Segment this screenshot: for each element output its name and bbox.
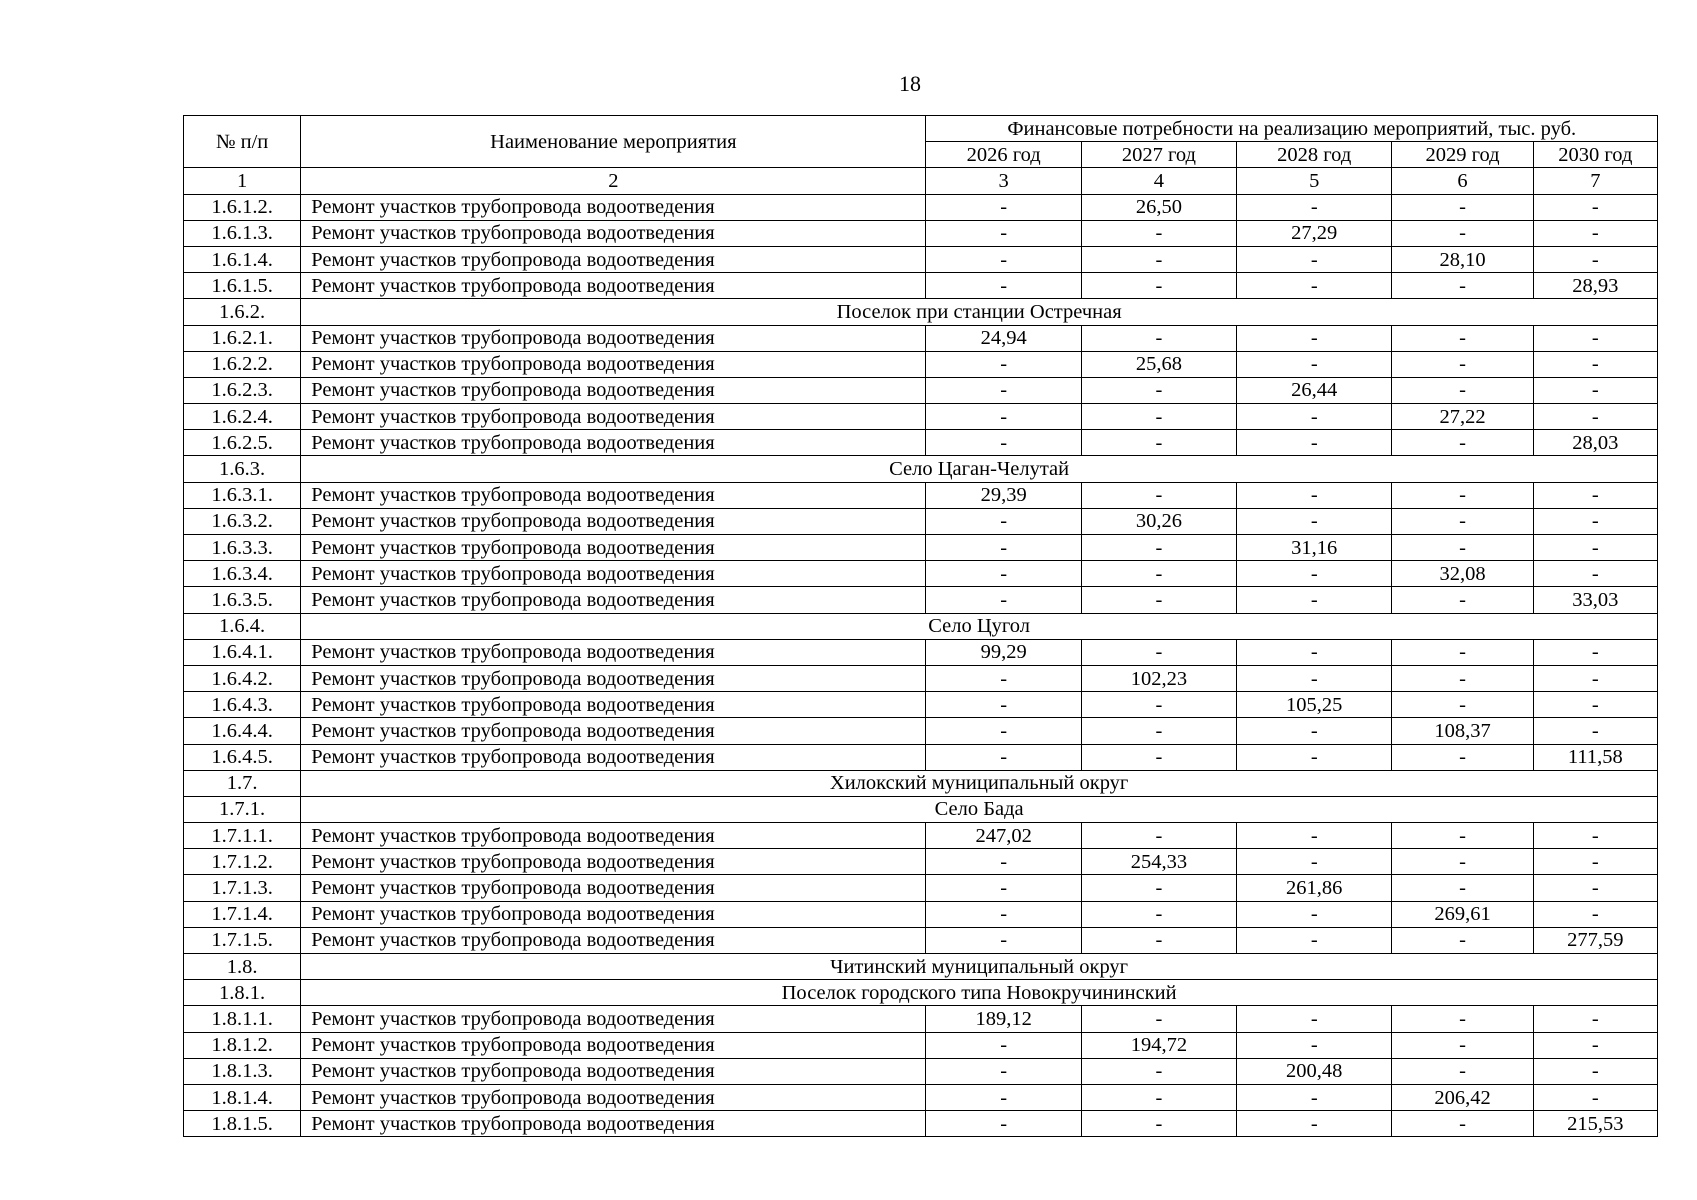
measure-name: Ремонт участков трубопровода водоотведения [301, 194, 926, 220]
value-cell: - [926, 875, 1081, 901]
table-row [184, 639, 1658, 665]
value-cell: 26,50 [1081, 194, 1236, 220]
value-cell: - [1392, 823, 1533, 849]
column-number-row [184, 168, 1658, 194]
value-cell: - [1081, 561, 1236, 587]
row-number: 1.8.1.4. [184, 1084, 301, 1110]
value-cell: 102,23 [1081, 665, 1236, 691]
value-cell: - [1237, 927, 1392, 953]
row-number: 1.7.1. [184, 796, 301, 822]
measure-name: Ремонт участков трубопровода водоотведения [301, 718, 926, 744]
header-num: № п/п [184, 116, 301, 168]
table-row [184, 692, 1658, 718]
value-cell: - [1392, 587, 1533, 613]
row-number: 1.6.2.2. [184, 351, 301, 377]
table-body [184, 194, 1658, 1137]
table-row [184, 718, 1658, 744]
measure-name: Ремонт участков трубопровода водоотведения [301, 927, 926, 953]
header-year: 2026 год [926, 142, 1081, 168]
value-cell: 200,48 [1237, 1058, 1392, 1084]
header-finance: Финансовые потребности на реализацию мероприятий, тыс. руб. [926, 116, 1658, 142]
value-cell: - [1392, 351, 1533, 377]
table-row [184, 246, 1658, 272]
section-row [184, 954, 1658, 980]
value-cell: - [926, 1058, 1081, 1084]
value-cell: - [1392, 639, 1533, 665]
value-cell: - [1237, 823, 1392, 849]
row-number: 1.6.4. [184, 613, 301, 639]
value-cell: - [1392, 273, 1533, 299]
value-cell: - [926, 1111, 1081, 1137]
value-cell: - [1533, 665, 1657, 691]
table-row [184, 561, 1658, 587]
value-cell: - [926, 692, 1081, 718]
value-cell: - [1081, 875, 1236, 901]
section-row [184, 456, 1658, 482]
value-cell: - [1237, 665, 1392, 691]
value-cell: - [1533, 377, 1657, 403]
value-cell: - [1392, 1058, 1533, 1084]
value-cell: - [1392, 849, 1533, 875]
value-cell: - [1533, 849, 1657, 875]
value-cell: - [1533, 901, 1657, 927]
value-cell: - [926, 849, 1081, 875]
column-number: 6 [1392, 168, 1533, 194]
value-cell: - [1237, 325, 1392, 351]
value-cell: - [1392, 692, 1533, 718]
row-number: 1.6.3.5. [184, 587, 301, 613]
column-number: 2 [301, 168, 926, 194]
value-cell: - [926, 587, 1081, 613]
measure-name: Ремонт участков трубопровода водоотведения [301, 849, 926, 875]
value-cell: - [1237, 273, 1392, 299]
value-cell: - [926, 1032, 1081, 1058]
value-cell: - [1081, 220, 1236, 246]
value-cell: 27,22 [1392, 404, 1533, 430]
value-cell: - [1081, 901, 1236, 927]
row-number: 1.6.4.2. [184, 665, 301, 691]
value-cell: - [1237, 1111, 1392, 1137]
value-cell: - [926, 561, 1081, 587]
row-number: 1.8. [184, 954, 301, 980]
measure-name: Ремонт участков трубопровода водоотведения [301, 1058, 926, 1084]
value-cell: - [1392, 325, 1533, 351]
header-year: 2030 год [1533, 142, 1657, 168]
value-cell: 111,58 [1533, 744, 1657, 770]
value-cell: - [1081, 246, 1236, 272]
table-row [184, 351, 1658, 377]
measure-name: Ремонт участков трубопровода водоотведения [301, 1111, 926, 1137]
value-cell: - [1533, 1084, 1657, 1110]
value-cell: - [1392, 665, 1533, 691]
row-number: 1.7.1.4. [184, 901, 301, 927]
row-number: 1.8.1.2. [184, 1032, 301, 1058]
value-cell: 27,29 [1237, 220, 1392, 246]
column-number: 4 [1081, 168, 1236, 194]
table-row [184, 325, 1658, 351]
value-cell: - [1392, 194, 1533, 220]
value-cell: - [1533, 325, 1657, 351]
value-cell: 30,26 [1081, 508, 1236, 534]
value-cell: - [926, 744, 1081, 770]
section-row [184, 796, 1658, 822]
value-cell: - [1081, 273, 1236, 299]
row-number: 1.6.1.3. [184, 220, 301, 246]
header-name: Наименование мероприятия [301, 116, 926, 168]
value-cell: - [1533, 639, 1657, 665]
measure-name: Ремонт участков трубопровода водоотведения [301, 377, 926, 403]
measure-name: Ремонт участков трубопровода водоотведения [301, 639, 926, 665]
value-cell: - [1392, 1032, 1533, 1058]
value-cell: - [1533, 823, 1657, 849]
row-number: 1.8.1.3. [184, 1058, 301, 1084]
section-title: Село Цаган-Челутай [301, 456, 1658, 482]
section-row [184, 980, 1658, 1006]
table-row [184, 927, 1658, 953]
measure-name: Ремонт участков трубопровода водоотведения [301, 665, 926, 691]
value-cell: - [1237, 1006, 1392, 1032]
value-cell: - [1533, 535, 1657, 561]
measure-name: Ремонт участков трубопровода водоотведения [301, 404, 926, 430]
value-cell: 105,25 [1237, 692, 1392, 718]
value-cell: 261,86 [1237, 875, 1392, 901]
value-cell: - [1237, 849, 1392, 875]
section-row [184, 613, 1658, 639]
measure-name: Ремонт участков трубопровода водоотведения [301, 220, 926, 246]
value-cell: 254,33 [1081, 849, 1236, 875]
value-cell: - [1237, 1084, 1392, 1110]
header-year: 2028 год [1237, 142, 1392, 168]
measure-name: Ремонт участков трубопровода водоотведения [301, 875, 926, 901]
value-cell: - [926, 927, 1081, 953]
value-cell: - [1392, 1111, 1533, 1137]
measure-name: Ремонт участков трубопровода водоотведения [301, 508, 926, 534]
value-cell: 215,53 [1533, 1111, 1657, 1137]
table-row [184, 273, 1658, 299]
measure-name: Ремонт участков трубопровода водоотведения [301, 273, 926, 299]
value-cell: - [926, 508, 1081, 534]
row-number: 1.6.4.1. [184, 639, 301, 665]
measure-name: Ремонт участков трубопровода водоотведения [301, 587, 926, 613]
value-cell: 99,29 [926, 639, 1081, 665]
section-row [184, 299, 1658, 325]
measure-name: Ремонт участков трубопровода водоотведения [301, 901, 926, 927]
row-number: 1.6.1.5. [184, 273, 301, 299]
value-cell: - [1533, 1058, 1657, 1084]
value-cell: - [1081, 1006, 1236, 1032]
measure-name: Ремонт участков трубопровода водоотведения [301, 744, 926, 770]
value-cell: - [1533, 875, 1657, 901]
value-cell: - [926, 1084, 1081, 1110]
row-number: 1.6.2.4. [184, 404, 301, 430]
value-cell: - [926, 404, 1081, 430]
table-row [184, 1006, 1658, 1032]
table-row [184, 1111, 1658, 1137]
value-cell: - [1081, 927, 1236, 953]
value-cell: - [1081, 482, 1236, 508]
measure-name: Ремонт участков трубопровода водоотведения [301, 325, 926, 351]
value-cell: - [1533, 246, 1657, 272]
value-cell: 269,61 [1392, 901, 1533, 927]
table-row [184, 875, 1658, 901]
value-cell: - [1081, 377, 1236, 403]
value-cell: - [926, 718, 1081, 744]
column-number: 7 [1533, 168, 1657, 194]
table-header [184, 116, 1658, 195]
table-row [184, 508, 1658, 534]
value-cell: - [1237, 508, 1392, 534]
header-year: 2029 год [1392, 142, 1533, 168]
value-cell: 277,59 [1533, 927, 1657, 953]
value-cell: - [1392, 430, 1533, 456]
value-cell: - [1237, 901, 1392, 927]
row-number: 1.6.1.4. [184, 246, 301, 272]
row-number: 1.6.3.4. [184, 561, 301, 587]
value-cell: - [1533, 194, 1657, 220]
column-number: 5 [1237, 168, 1392, 194]
value-cell: - [926, 665, 1081, 691]
value-cell: - [1392, 508, 1533, 534]
value-cell: 108,37 [1392, 718, 1533, 744]
row-number: 1.8.1.5. [184, 1111, 301, 1137]
column-number: 3 [926, 168, 1081, 194]
measure-name: Ремонт участков трубопровода водоотведения [301, 430, 926, 456]
row-number: 1.6.3.1. [184, 482, 301, 508]
value-cell: - [1392, 744, 1533, 770]
row-number: 1.7.1.2. [184, 849, 301, 875]
value-cell: - [1533, 1032, 1657, 1058]
value-cell: 206,42 [1392, 1084, 1533, 1110]
value-cell: - [1081, 535, 1236, 561]
page-number: 18 [899, 71, 921, 96]
row-number: 1.6.3.3. [184, 535, 301, 561]
row-number: 1.6.2.1. [184, 325, 301, 351]
value-cell: - [1533, 561, 1657, 587]
value-cell: - [1081, 1058, 1236, 1084]
table-row [184, 430, 1658, 456]
value-cell: 189,12 [926, 1006, 1081, 1032]
table-row [184, 901, 1658, 927]
value-cell: - [926, 377, 1081, 403]
table-row [184, 849, 1658, 875]
row-number: 1.7.1.1. [184, 823, 301, 849]
row-number: 1.6.4.3. [184, 692, 301, 718]
value-cell: - [1237, 246, 1392, 272]
value-cell: - [1237, 587, 1392, 613]
value-cell: 28,10 [1392, 246, 1533, 272]
value-cell: - [1533, 220, 1657, 246]
value-cell: 28,03 [1533, 430, 1657, 456]
value-cell: 31,16 [1237, 535, 1392, 561]
value-cell: - [1237, 718, 1392, 744]
measure-name: Ремонт участков трубопровода водоотведения [301, 1006, 926, 1032]
measure-name: Ремонт участков трубопровода водоотведения [301, 482, 926, 508]
value-cell: - [1237, 639, 1392, 665]
value-cell: - [1237, 194, 1392, 220]
row-number: 1.8.1. [184, 980, 301, 1006]
row-number: 1.6.2.5. [184, 430, 301, 456]
measure-name: Ремонт участков трубопровода водоотведения [301, 692, 926, 718]
table-row [184, 194, 1658, 220]
value-cell: - [1237, 404, 1392, 430]
value-cell: - [1392, 377, 1533, 403]
section-title: Село Бада [301, 796, 1658, 822]
row-number: 1.6.4.5. [184, 744, 301, 770]
value-cell: 29,39 [926, 482, 1081, 508]
row-number: 1.6.4.4. [184, 718, 301, 744]
value-cell: - [926, 535, 1081, 561]
value-cell: - [1081, 639, 1236, 665]
column-number: 1 [184, 168, 301, 194]
row-number: 1.7.1.5. [184, 927, 301, 953]
table-row [184, 404, 1658, 430]
value-cell: - [1081, 430, 1236, 456]
value-cell: - [1081, 1084, 1236, 1110]
value-cell: - [1392, 875, 1533, 901]
value-cell: - [1533, 482, 1657, 508]
value-cell: - [1237, 744, 1392, 770]
value-cell: - [1392, 927, 1533, 953]
value-cell: - [926, 273, 1081, 299]
measure-name: Ремонт участков трубопровода водоотведения [301, 561, 926, 587]
table-row [184, 1058, 1658, 1084]
table-row [184, 823, 1658, 849]
value-cell: - [1237, 430, 1392, 456]
value-cell: - [1237, 561, 1392, 587]
row-number: 1.6.1.2. [184, 194, 301, 220]
table-row [184, 535, 1658, 561]
measure-name: Ремонт участков трубопровода водоотведения [301, 351, 926, 377]
section-row [184, 770, 1658, 796]
table-row [184, 220, 1658, 246]
value-cell: - [1081, 325, 1236, 351]
measure-name: Ремонт участков трубопровода водоотведения [301, 246, 926, 272]
value-cell: 247,02 [926, 823, 1081, 849]
value-cell: - [926, 220, 1081, 246]
value-cell: - [1392, 482, 1533, 508]
value-cell: 194,72 [1081, 1032, 1236, 1058]
measure-name: Ремонт участков трубопровода водоотведения [301, 535, 926, 561]
financing-table [183, 115, 1658, 1137]
value-cell: 33,03 [1533, 587, 1657, 613]
value-cell: 28,93 [1533, 273, 1657, 299]
value-cell: 25,68 [1081, 351, 1236, 377]
row-number: 1.6.3.2. [184, 508, 301, 534]
value-cell: - [1533, 692, 1657, 718]
value-cell: - [926, 246, 1081, 272]
table-row [184, 587, 1658, 613]
value-cell: - [1237, 482, 1392, 508]
section-title: Хилокский муниципальный округ [301, 770, 1658, 796]
value-cell: - [1081, 692, 1236, 718]
value-cell: 32,08 [1392, 561, 1533, 587]
value-cell: - [926, 430, 1081, 456]
value-cell: - [926, 194, 1081, 220]
value-cell: - [1237, 351, 1392, 377]
table-row [184, 1032, 1658, 1058]
row-number: 1.7. [184, 770, 301, 796]
table-row [184, 744, 1658, 770]
value-cell: - [1533, 351, 1657, 377]
measure-name: Ремонт участков трубопровода водоотведения [301, 1032, 926, 1058]
value-cell: - [1081, 718, 1236, 744]
value-cell: - [926, 351, 1081, 377]
value-cell: - [1081, 823, 1236, 849]
value-cell: 24,94 [926, 325, 1081, 351]
row-number: 1.7.1.3. [184, 875, 301, 901]
value-cell: - [1533, 1006, 1657, 1032]
row-number: 1.6.2. [184, 299, 301, 325]
value-cell: - [1081, 744, 1236, 770]
value-cell: - [1392, 535, 1533, 561]
table-row [184, 482, 1658, 508]
value-cell: - [1392, 220, 1533, 246]
table-row [184, 665, 1658, 691]
header-year: 2027 год [1081, 142, 1236, 168]
table-row [184, 377, 1658, 403]
section-title: Поселок при станции Остречная [301, 299, 1658, 325]
section-title: Читинский муниципальный округ [301, 954, 1658, 980]
value-cell: - [1392, 1006, 1533, 1032]
value-cell: - [1533, 508, 1657, 534]
table-row [184, 1084, 1658, 1110]
row-number: 1.6.2.3. [184, 377, 301, 403]
value-cell: - [1081, 587, 1236, 613]
row-number: 1.8.1.1. [184, 1006, 301, 1032]
value-cell: 26,44 [1237, 377, 1392, 403]
value-cell: - [1237, 1032, 1392, 1058]
measure-name: Ремонт участков трубопровода водоотведения [301, 823, 926, 849]
row-number: 1.6.3. [184, 456, 301, 482]
value-cell: - [1081, 404, 1236, 430]
section-title: Село Цугол [301, 613, 1658, 639]
value-cell: - [1533, 718, 1657, 744]
value-cell: - [1533, 404, 1657, 430]
section-title: Поселок городского типа Новокручининский [301, 980, 1658, 1006]
measure-name: Ремонт участков трубопровода водоотведения [301, 1084, 926, 1110]
value-cell: - [926, 901, 1081, 927]
value-cell: - [1081, 1111, 1236, 1137]
